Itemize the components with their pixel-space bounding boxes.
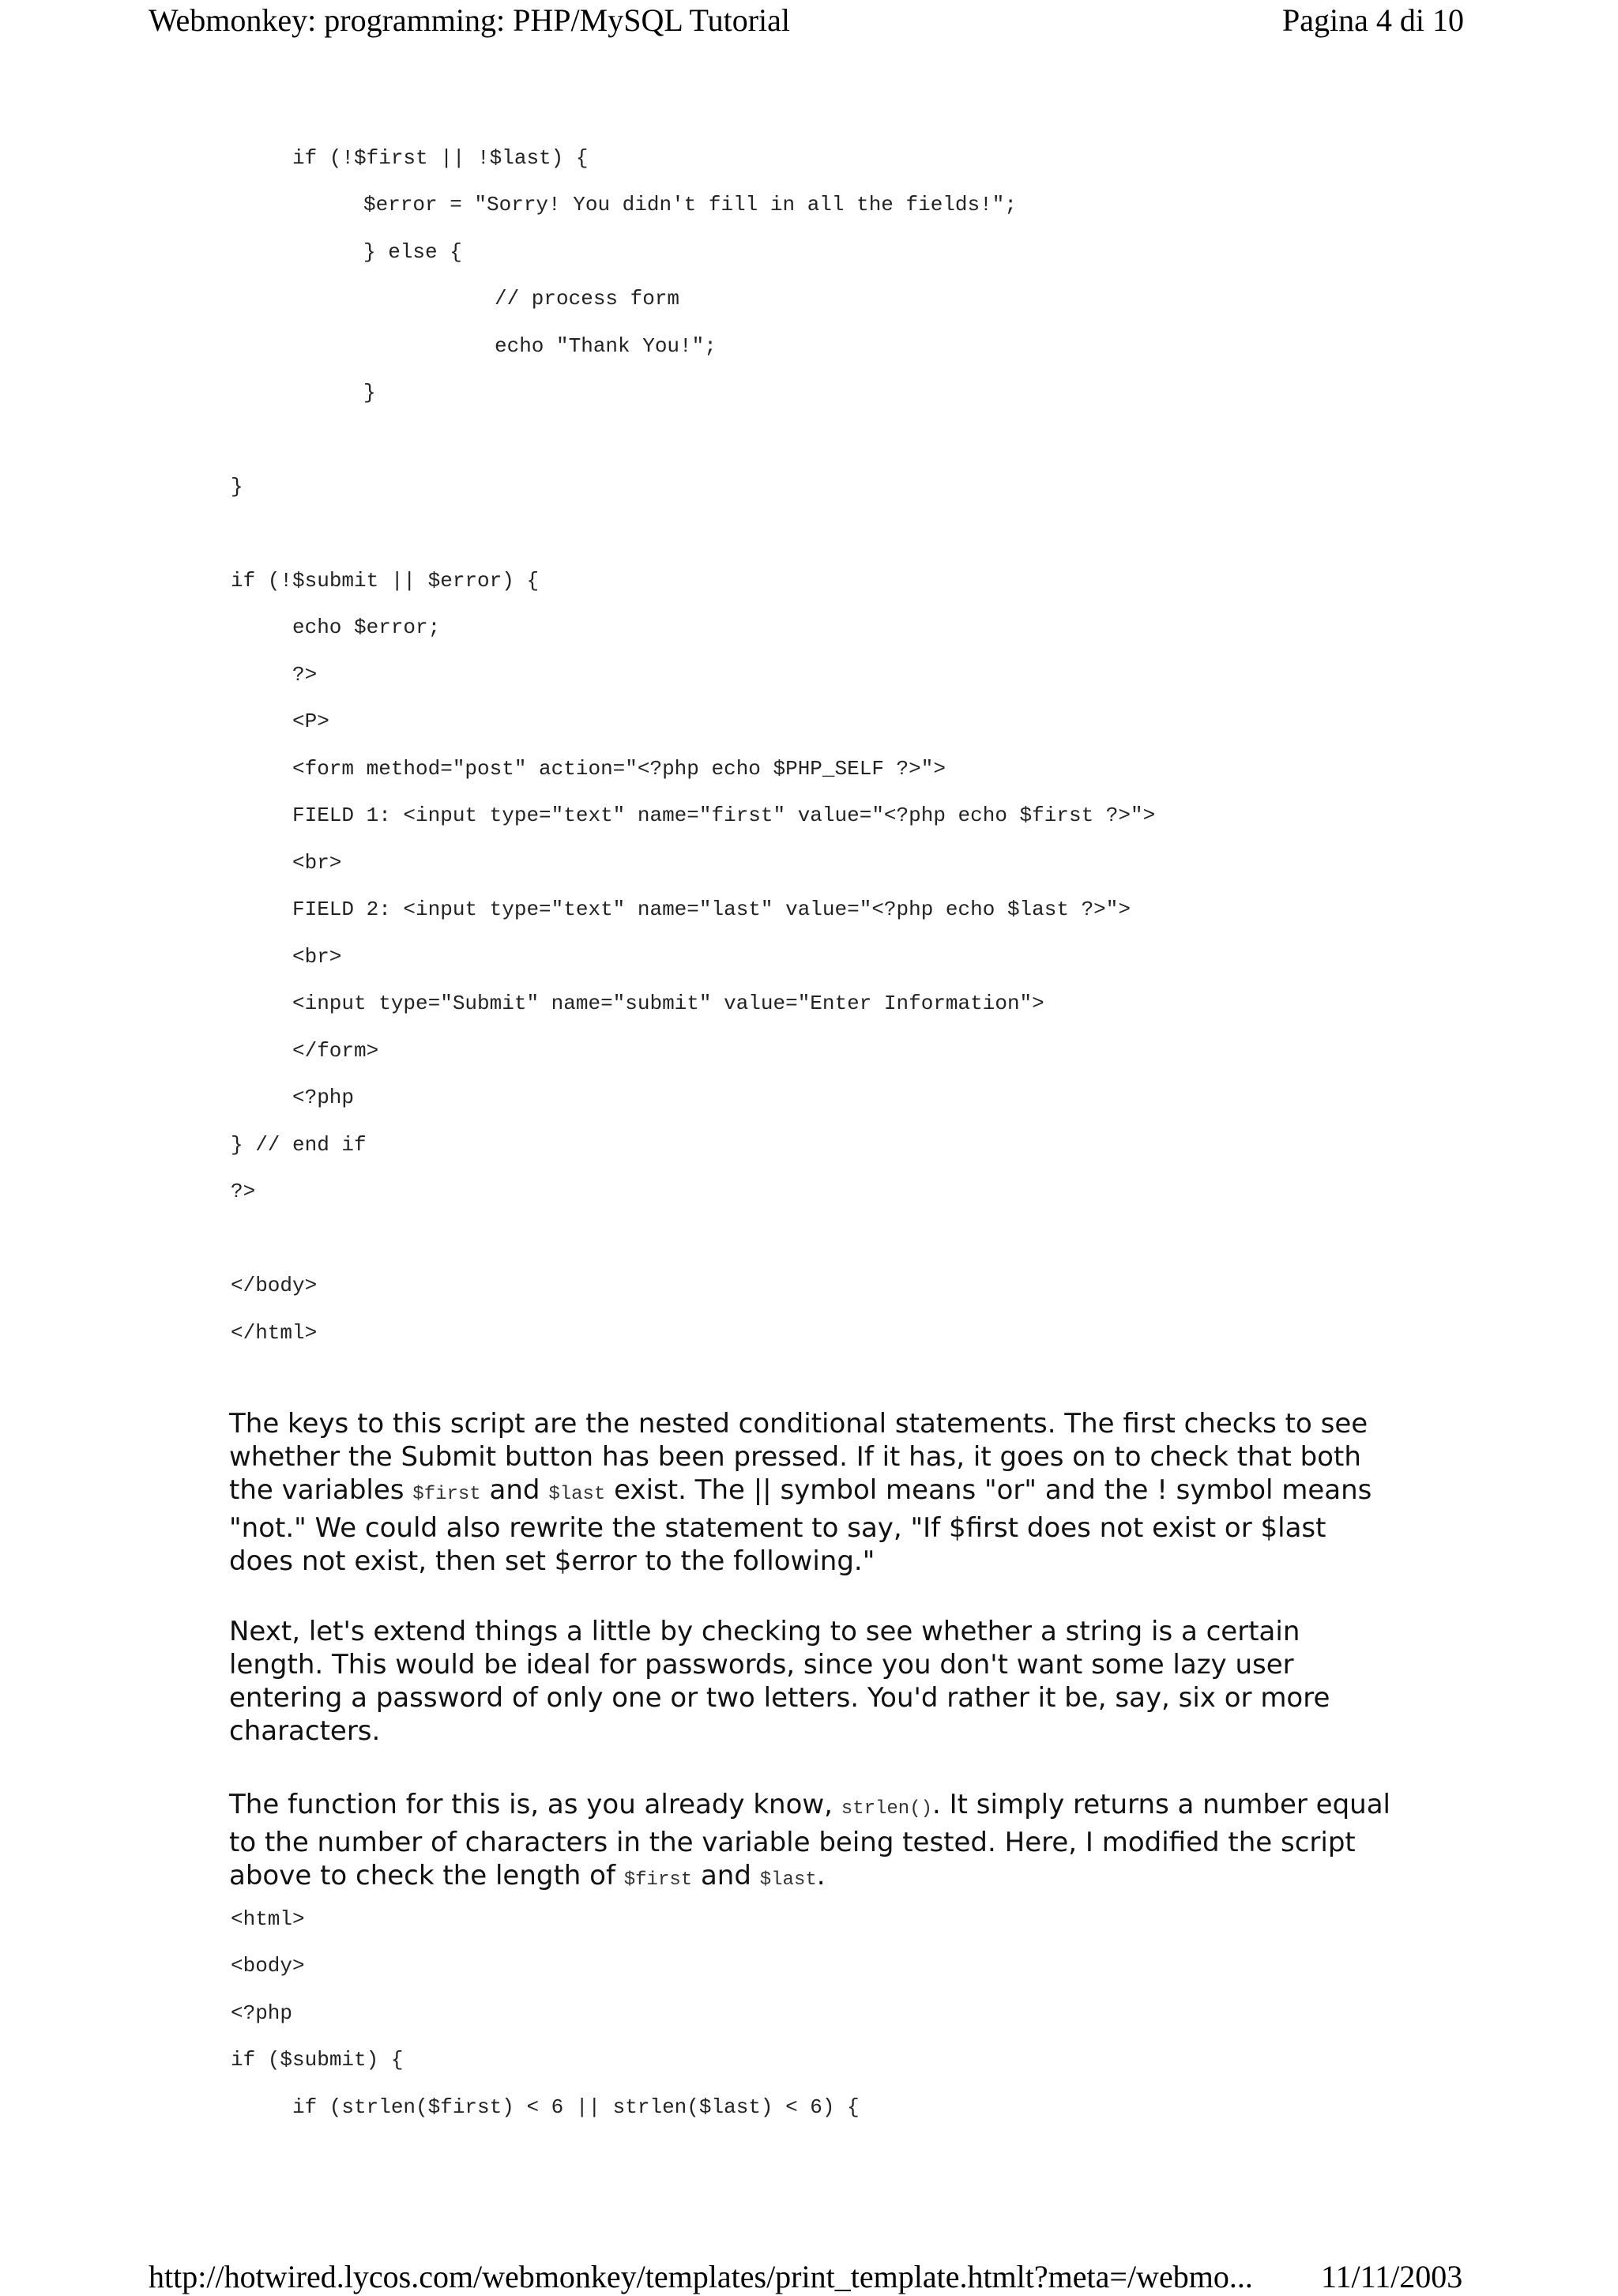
code-line: $error = "Sorry! You didn't fill in all the fields!";	[363, 193, 1017, 216]
code-line: <P>	[292, 710, 329, 733]
code-line: if ($submit) {	[231, 2048, 404, 2072]
code-line: FIELD 1: <input type="text" name="first" value="<?php echo $first ?>">	[292, 804, 1156, 827]
code-line: <br>	[292, 851, 342, 875]
code-line: echo "Thank You!";	[495, 334, 717, 358]
paragraph-string-length: Next, let's extend things a little by checking to see whether a string is a certain length. This would be ideal for passwords, since you don't want some lazy user entering a password of only one or two letters. You'd rather it be, say, six or more characters.	[229, 1616, 1330, 1747]
text-span: . It simply returns a number equal to the number of characters in the variable being tested. Here, I modified the script above to check the length of	[229, 1789, 1390, 1891]
inline-code: $last	[759, 1869, 817, 1891]
paragraph-keys-to-script	[229, 1407, 1398, 1578]
text-span: The function for this is, as you already know,	[229, 1789, 841, 1820]
code-line: echo $error;	[292, 615, 441, 639]
code-line: </form>	[292, 1039, 379, 1063]
inline-code: $first	[412, 1484, 481, 1505]
code-line: FIELD 2: <input type="text" name="last" value="<?php echo $last ?>">	[292, 898, 1131, 921]
code-line: }	[231, 475, 243, 499]
text-span: and	[480, 1474, 549, 1506]
code-line: <br>	[292, 945, 342, 969]
code-line: // process form	[495, 287, 680, 311]
code-line: </body>	[231, 1274, 318, 1297]
code-line: }	[363, 381, 376, 405]
code-line: if (!$first || !$last) {	[292, 146, 589, 170]
code-line: <html>	[231, 1907, 305, 1931]
inline-code: strlen()	[841, 1798, 933, 1820]
footer-url: http://hotwired.lycos.com/webmonkey/templates/print_template.htmlt?meta=/webmo...	[149, 2259, 1253, 2294]
code-line: if (strlen($first) < 6 || strlen($last) < 6) {	[292, 2095, 860, 2119]
code-line: <input type="Submit" name="submit" value="Enter Information">	[292, 992, 1044, 1015]
code-line: } // end if	[231, 1133, 367, 1157]
text-span: and	[692, 1860, 760, 1891]
code-line: <?php	[292, 1086, 355, 1109]
code-line: </html>	[231, 1321, 318, 1345]
footer-date: 11/11/2003	[1321, 2259, 1463, 2294]
code-line: ?>	[292, 663, 318, 687]
paragraph-strlen-function	[229, 1788, 1398, 1897]
page-header-title: Webmonkey: programming: PHP/MySQL Tutorial	[149, 2, 790, 38]
inline-code: $last	[548, 1484, 606, 1505]
text-span: The keys to this script are the nested conditional statements. The first checks to see whether the Submit button has been pressed. If it has, it goes on to check that both the variables	[229, 1408, 1368, 1506]
code-line: } else {	[363, 240, 462, 264]
page-number: Pagina 4 di 10	[1282, 2, 1464, 38]
text-span: exist. The || symbol means "or" and the ! symbol means "not." We could also rewrite the statement to say, "If $first does not exist or $last does not exist, then set $error to the following."	[229, 1474, 1372, 1577]
code-line: <body>	[231, 1954, 305, 1978]
inline-code: $first	[623, 1869, 693, 1891]
code-line: <?php	[231, 2001, 293, 2025]
code-line: ?>	[231, 1180, 256, 1203]
text-span: .	[816, 1860, 826, 1891]
code-line: if (!$submit || $error) {	[231, 569, 540, 593]
code-line: <form method="post" action="<?php echo $PHP_SELF ?>">	[292, 757, 946, 781]
